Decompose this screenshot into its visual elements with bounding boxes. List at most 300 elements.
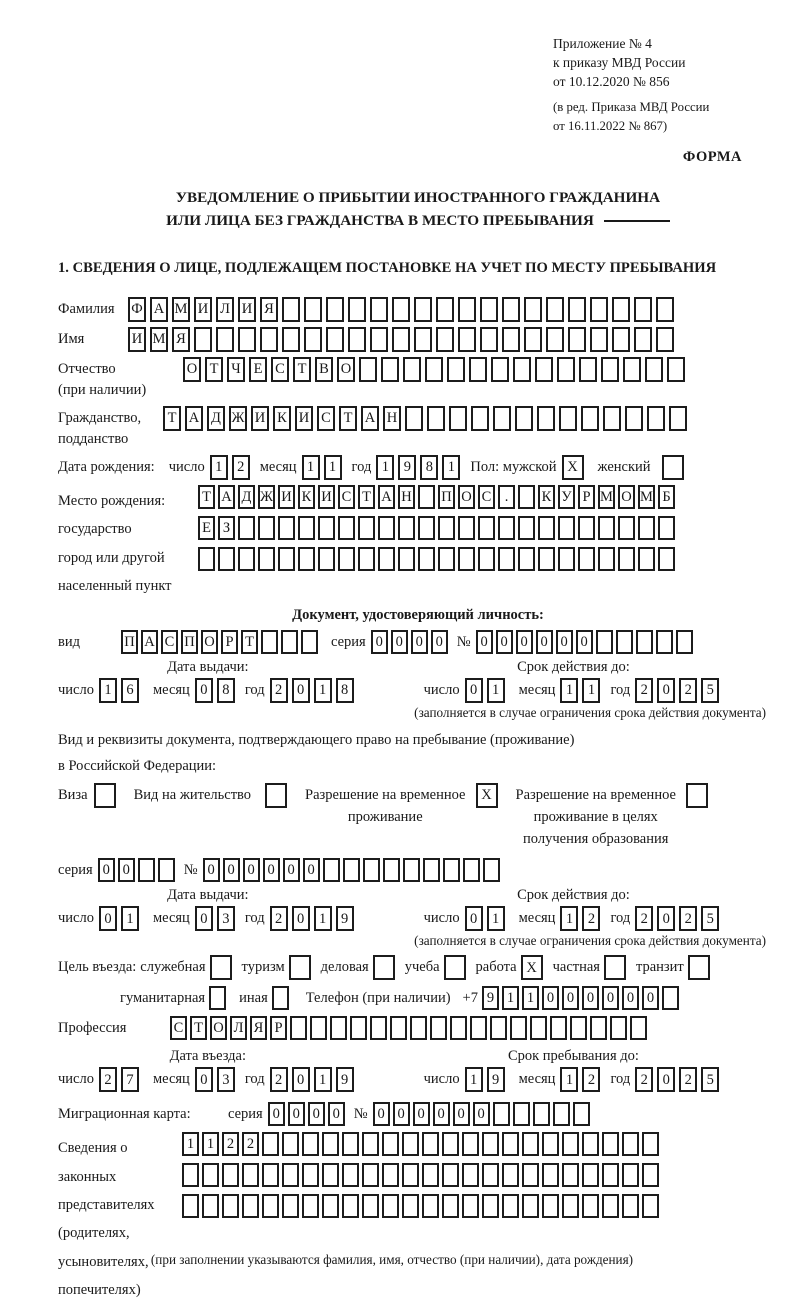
- purpose-humanitarian-checkbox[interactable]: [209, 986, 226, 1010]
- char-cell[interactable]: Л: [216, 297, 234, 322]
- char-cell[interactable]: [436, 297, 454, 322]
- char-cell[interactable]: [557, 357, 575, 382]
- char-cell[interactable]: [282, 1194, 299, 1218]
- char-cell[interactable]: Ж: [229, 406, 247, 431]
- char-cell[interactable]: И: [318, 485, 335, 509]
- char-cell[interactable]: 0: [413, 1102, 430, 1126]
- char-cell[interactable]: Ч: [227, 357, 245, 382]
- char-cell[interactable]: [490, 1016, 507, 1040]
- char-cell[interactable]: О: [618, 485, 635, 509]
- char-cell[interactable]: Я: [250, 1016, 267, 1040]
- char-cell[interactable]: [483, 858, 500, 882]
- char-cell[interactable]: 0: [576, 630, 593, 654]
- char-cell[interactable]: Т: [339, 406, 357, 431]
- char-cell[interactable]: [298, 516, 315, 540]
- char-cell[interactable]: [381, 357, 399, 382]
- char-cell[interactable]: Т: [293, 357, 311, 382]
- char-cell[interactable]: [182, 1194, 199, 1218]
- char-cell[interactable]: 6: [121, 678, 139, 703]
- char-cell[interactable]: [326, 327, 344, 352]
- purpose-other-checkbox[interactable]: [272, 986, 289, 1010]
- char-cell[interactable]: [338, 547, 355, 571]
- char-cell[interactable]: 0: [465, 678, 483, 703]
- char-cell[interactable]: [222, 1163, 239, 1187]
- char-cell[interactable]: 0: [453, 1102, 470, 1126]
- char-cell[interactable]: [602, 1132, 619, 1156]
- char-cell[interactable]: [601, 357, 619, 382]
- char-cell[interactable]: 2: [679, 1067, 697, 1092]
- char-cell[interactable]: Т: [358, 485, 375, 509]
- char-cell[interactable]: А: [185, 406, 203, 431]
- char-cell[interactable]: [282, 1163, 299, 1187]
- char-cell[interactable]: [618, 516, 635, 540]
- char-cell[interactable]: [573, 1102, 590, 1126]
- char-cell[interactable]: 0: [476, 630, 493, 654]
- char-cell[interactable]: 0: [283, 858, 300, 882]
- char-cell[interactable]: О: [458, 485, 475, 509]
- char-cell[interactable]: 5: [701, 906, 719, 931]
- char-cell[interactable]: 0: [516, 630, 533, 654]
- char-cell[interactable]: Е: [249, 357, 267, 382]
- char-cell[interactable]: К: [298, 485, 315, 509]
- char-cell[interactable]: 0: [99, 906, 117, 931]
- char-cell[interactable]: 0: [657, 678, 675, 703]
- char-cell[interactable]: [625, 406, 643, 431]
- char-cell[interactable]: [630, 1016, 647, 1040]
- char-cell[interactable]: [216, 327, 234, 352]
- char-cell[interactable]: 0: [195, 1067, 213, 1092]
- char-cell[interactable]: [382, 1163, 399, 1187]
- char-cell[interactable]: [546, 297, 564, 322]
- char-cell[interactable]: [610, 1016, 627, 1040]
- char-cell[interactable]: 0: [642, 986, 659, 1010]
- char-cell[interactable]: 1: [560, 1067, 578, 1092]
- char-cell[interactable]: И: [278, 485, 295, 509]
- char-cell[interactable]: [533, 1102, 550, 1126]
- char-cell[interactable]: 1: [324, 455, 342, 480]
- char-cell[interactable]: [562, 1132, 579, 1156]
- char-cell[interactable]: Б: [658, 485, 675, 509]
- visa-checkbox[interactable]: [94, 783, 116, 808]
- char-cell[interactable]: [342, 1132, 359, 1156]
- char-cell[interactable]: [392, 297, 410, 322]
- char-cell[interactable]: С: [161, 630, 178, 654]
- char-cell[interactable]: [458, 327, 476, 352]
- char-cell[interactable]: [348, 297, 366, 322]
- char-cell[interactable]: [330, 1016, 347, 1040]
- char-cell[interactable]: [194, 327, 212, 352]
- char-cell[interactable]: [616, 630, 633, 654]
- purpose-official-checkbox[interactable]: [210, 955, 232, 980]
- char-cell[interactable]: 1: [121, 906, 139, 931]
- char-cell[interactable]: [480, 297, 498, 322]
- char-cell[interactable]: М: [172, 297, 190, 322]
- char-cell[interactable]: [418, 547, 435, 571]
- char-cell[interactable]: [438, 547, 455, 571]
- char-cell[interactable]: [418, 516, 435, 540]
- char-cell[interactable]: [518, 547, 535, 571]
- char-cell[interactable]: [378, 516, 395, 540]
- gender-female-checkbox[interactable]: [662, 455, 684, 480]
- char-cell[interactable]: [405, 406, 423, 431]
- char-cell[interactable]: [478, 547, 495, 571]
- char-cell[interactable]: [558, 516, 575, 540]
- char-cell[interactable]: 1: [376, 455, 394, 480]
- char-cell[interactable]: [542, 1132, 559, 1156]
- char-cell[interactable]: [422, 1163, 439, 1187]
- char-cell[interactable]: [370, 327, 388, 352]
- char-cell[interactable]: [202, 1163, 219, 1187]
- char-cell[interactable]: 9: [336, 906, 354, 931]
- char-cell[interactable]: [362, 1194, 379, 1218]
- char-cell[interactable]: [310, 1016, 327, 1040]
- char-cell[interactable]: [414, 297, 432, 322]
- char-cell[interactable]: 0: [393, 1102, 410, 1126]
- char-cell[interactable]: 0: [562, 986, 579, 1010]
- char-cell[interactable]: К: [538, 485, 555, 509]
- char-cell[interactable]: [158, 858, 175, 882]
- char-cell[interactable]: [278, 547, 295, 571]
- char-cell[interactable]: [363, 858, 380, 882]
- char-cell[interactable]: 0: [292, 1067, 310, 1092]
- char-cell[interactable]: И: [128, 327, 146, 352]
- char-cell[interactable]: [343, 858, 360, 882]
- char-cell[interactable]: [513, 357, 531, 382]
- char-cell[interactable]: [458, 516, 475, 540]
- char-cell[interactable]: 1: [302, 455, 320, 480]
- char-cell[interactable]: [562, 1194, 579, 1218]
- char-cell[interactable]: 2: [270, 1067, 288, 1092]
- char-cell[interactable]: 9: [336, 1067, 354, 1092]
- char-cell[interactable]: Ф: [128, 297, 146, 322]
- char-cell[interactable]: С: [317, 406, 335, 431]
- char-cell[interactable]: [322, 1194, 339, 1218]
- char-cell[interactable]: 2: [270, 906, 288, 931]
- char-cell[interactable]: А: [141, 630, 158, 654]
- char-cell[interactable]: [338, 516, 355, 540]
- char-cell[interactable]: 0: [582, 986, 599, 1010]
- char-cell[interactable]: [362, 1163, 379, 1187]
- char-cell[interactable]: [498, 547, 515, 571]
- char-cell[interactable]: [498, 516, 515, 540]
- char-cell[interactable]: [322, 1132, 339, 1156]
- char-cell[interactable]: [638, 547, 655, 571]
- char-cell[interactable]: Д: [207, 406, 225, 431]
- char-cell[interactable]: [502, 1132, 519, 1156]
- char-cell[interactable]: О: [337, 357, 355, 382]
- char-cell[interactable]: [425, 357, 443, 382]
- purpose-tourism-checkbox[interactable]: [289, 955, 311, 980]
- char-cell[interactable]: 0: [602, 986, 619, 1010]
- char-cell[interactable]: 3: [217, 906, 235, 931]
- char-cell[interactable]: [138, 858, 155, 882]
- char-cell[interactable]: 1: [582, 678, 600, 703]
- char-cell[interactable]: 0: [98, 858, 115, 882]
- char-cell[interactable]: [582, 1163, 599, 1187]
- char-cell[interactable]: [656, 297, 674, 322]
- char-cell[interactable]: [282, 1132, 299, 1156]
- char-cell[interactable]: 2: [242, 1132, 259, 1156]
- char-cell[interactable]: [447, 357, 465, 382]
- char-cell[interactable]: 9: [398, 455, 416, 480]
- char-cell[interactable]: 2: [679, 906, 697, 931]
- char-cell[interactable]: Д: [238, 485, 255, 509]
- char-cell[interactable]: О: [201, 630, 218, 654]
- char-cell[interactable]: [322, 1163, 339, 1187]
- char-cell[interactable]: [634, 327, 652, 352]
- char-cell[interactable]: [238, 516, 255, 540]
- char-cell[interactable]: [622, 1163, 639, 1187]
- char-cell[interactable]: [262, 1132, 279, 1156]
- char-cell[interactable]: [618, 547, 635, 571]
- char-cell[interactable]: [546, 327, 564, 352]
- char-cell[interactable]: [515, 406, 533, 431]
- char-cell[interactable]: 1: [560, 678, 578, 703]
- char-cell[interactable]: [359, 357, 377, 382]
- char-cell[interactable]: [470, 1016, 487, 1040]
- char-cell[interactable]: [578, 516, 595, 540]
- char-cell[interactable]: [568, 327, 586, 352]
- char-cell[interactable]: [647, 406, 665, 431]
- char-cell[interactable]: [478, 516, 495, 540]
- char-cell[interactable]: [302, 1194, 319, 1218]
- char-cell[interactable]: [542, 1163, 559, 1187]
- char-cell[interactable]: Т: [198, 485, 215, 509]
- char-cell[interactable]: Р: [221, 630, 238, 654]
- char-cell[interactable]: А: [218, 485, 235, 509]
- char-cell[interactable]: 0: [433, 1102, 450, 1126]
- char-cell[interactable]: М: [150, 327, 168, 352]
- char-cell[interactable]: 0: [371, 630, 388, 654]
- char-cell[interactable]: [258, 516, 275, 540]
- char-cell[interactable]: 2: [635, 678, 653, 703]
- char-cell[interactable]: Н: [398, 485, 415, 509]
- char-cell[interactable]: [658, 547, 675, 571]
- char-cell[interactable]: [590, 297, 608, 322]
- char-cell[interactable]: 2: [582, 1067, 600, 1092]
- char-cell[interactable]: [502, 1163, 519, 1187]
- char-cell[interactable]: [358, 547, 375, 571]
- char-cell[interactable]: 0: [465, 906, 483, 931]
- char-cell[interactable]: [581, 406, 599, 431]
- char-cell[interactable]: [278, 516, 295, 540]
- purpose-work-checkbox[interactable]: X: [521, 955, 543, 980]
- char-cell[interactable]: 0: [542, 986, 559, 1010]
- char-cell[interactable]: [302, 1132, 319, 1156]
- char-cell[interactable]: Н: [383, 406, 401, 431]
- char-cell[interactable]: 3: [217, 1067, 235, 1092]
- char-cell[interactable]: [238, 327, 256, 352]
- char-cell[interactable]: И: [295, 406, 313, 431]
- char-cell[interactable]: И: [238, 297, 256, 322]
- char-cell[interactable]: .: [498, 485, 515, 509]
- char-cell[interactable]: [622, 1132, 639, 1156]
- char-cell[interactable]: 2: [232, 455, 250, 480]
- purpose-study-checkbox[interactable]: [444, 955, 466, 980]
- char-cell[interactable]: П: [181, 630, 198, 654]
- char-cell[interactable]: Я: [172, 327, 190, 352]
- char-cell[interactable]: 2: [582, 906, 600, 931]
- char-cell[interactable]: [442, 1163, 459, 1187]
- char-cell[interactable]: 1: [487, 678, 505, 703]
- char-cell[interactable]: [658, 516, 675, 540]
- char-cell[interactable]: [502, 297, 520, 322]
- char-cell[interactable]: 1: [502, 986, 519, 1010]
- char-cell[interactable]: [383, 858, 400, 882]
- char-cell[interactable]: О: [183, 357, 201, 382]
- char-cell[interactable]: [562, 1163, 579, 1187]
- char-cell[interactable]: 9: [482, 986, 499, 1010]
- char-cell[interactable]: [358, 516, 375, 540]
- char-cell[interactable]: [290, 1016, 307, 1040]
- char-cell[interactable]: [281, 630, 298, 654]
- char-cell[interactable]: [422, 1132, 439, 1156]
- char-cell[interactable]: [582, 1194, 599, 1218]
- char-cell[interactable]: [598, 516, 615, 540]
- char-cell[interactable]: 1: [210, 455, 228, 480]
- char-cell[interactable]: [438, 516, 455, 540]
- char-cell[interactable]: 0: [328, 1102, 345, 1126]
- char-cell[interactable]: [302, 1163, 319, 1187]
- char-cell[interactable]: 0: [373, 1102, 390, 1126]
- char-cell[interactable]: Т: [190, 1016, 207, 1040]
- char-cell[interactable]: [598, 547, 615, 571]
- char-cell[interactable]: Я: [260, 297, 278, 322]
- char-cell[interactable]: [578, 547, 595, 571]
- char-cell[interactable]: [482, 1163, 499, 1187]
- char-cell[interactable]: [443, 858, 460, 882]
- char-cell[interactable]: О: [210, 1016, 227, 1040]
- char-cell[interactable]: 2: [99, 1067, 117, 1092]
- char-cell[interactable]: [390, 1016, 407, 1040]
- char-cell[interactable]: [656, 630, 673, 654]
- char-cell[interactable]: [442, 1132, 459, 1156]
- char-cell[interactable]: [636, 630, 653, 654]
- char-cell[interactable]: [642, 1132, 659, 1156]
- char-cell[interactable]: Т: [205, 357, 223, 382]
- char-cell[interactable]: 0: [292, 678, 310, 703]
- char-cell[interactable]: 5: [701, 678, 719, 703]
- char-cell[interactable]: 0: [203, 858, 220, 882]
- char-cell[interactable]: [634, 297, 652, 322]
- char-cell[interactable]: 0: [431, 630, 448, 654]
- char-cell[interactable]: [323, 858, 340, 882]
- char-cell[interactable]: [370, 297, 388, 322]
- char-cell[interactable]: [202, 1194, 219, 1218]
- char-cell[interactable]: 0: [411, 630, 428, 654]
- char-cell[interactable]: [522, 1163, 539, 1187]
- char-cell[interactable]: [463, 858, 480, 882]
- char-cell[interactable]: [602, 1163, 619, 1187]
- char-cell[interactable]: 0: [303, 858, 320, 882]
- char-cell[interactable]: [402, 1163, 419, 1187]
- char-cell[interactable]: [596, 630, 613, 654]
- char-cell[interactable]: [669, 406, 687, 431]
- char-cell[interactable]: [398, 516, 415, 540]
- char-cell[interactable]: Р: [270, 1016, 287, 1040]
- char-cell[interactable]: В: [315, 357, 333, 382]
- char-cell[interactable]: [502, 1194, 519, 1218]
- char-cell[interactable]: З: [218, 516, 235, 540]
- char-cell[interactable]: [458, 297, 476, 322]
- char-cell[interactable]: К: [273, 406, 291, 431]
- char-cell[interactable]: 2: [222, 1132, 239, 1156]
- char-cell[interactable]: [398, 547, 415, 571]
- char-cell[interactable]: [436, 327, 454, 352]
- char-cell[interactable]: [370, 1016, 387, 1040]
- char-cell[interactable]: 2: [270, 678, 288, 703]
- char-cell[interactable]: 8: [336, 678, 354, 703]
- char-cell[interactable]: 0: [195, 906, 213, 931]
- char-cell[interactable]: [462, 1194, 479, 1218]
- char-cell[interactable]: [493, 406, 511, 431]
- char-cell[interactable]: 0: [657, 1067, 675, 1092]
- char-cell[interactable]: 8: [217, 678, 235, 703]
- char-cell[interactable]: [382, 1194, 399, 1218]
- char-cell[interactable]: [491, 357, 509, 382]
- char-cell[interactable]: [318, 516, 335, 540]
- char-cell[interactable]: [462, 1132, 479, 1156]
- temp-permit-checkbox[interactable]: X: [476, 783, 498, 808]
- char-cell[interactable]: И: [194, 297, 212, 322]
- char-cell[interactable]: [662, 986, 679, 1010]
- char-cell[interactable]: [392, 327, 410, 352]
- char-cell[interactable]: А: [361, 406, 379, 431]
- char-cell[interactable]: [550, 1016, 567, 1040]
- char-cell[interactable]: [238, 547, 255, 571]
- char-cell[interactable]: [524, 327, 542, 352]
- char-cell[interactable]: [222, 1194, 239, 1218]
- purpose-transit-checkbox[interactable]: [688, 955, 710, 980]
- char-cell[interactable]: 1: [487, 906, 505, 931]
- char-cell[interactable]: [522, 1194, 539, 1218]
- char-cell[interactable]: [518, 516, 535, 540]
- char-cell[interactable]: [471, 406, 489, 431]
- char-cell[interactable]: [553, 1102, 570, 1126]
- char-cell[interactable]: 1: [202, 1132, 219, 1156]
- edu-permit-checkbox[interactable]: [686, 783, 708, 808]
- char-cell[interactable]: [558, 547, 575, 571]
- char-cell[interactable]: [513, 1102, 530, 1126]
- char-cell[interactable]: П: [121, 630, 138, 654]
- char-cell[interactable]: [458, 547, 475, 571]
- char-cell[interactable]: [602, 1194, 619, 1218]
- char-cell[interactable]: С: [170, 1016, 187, 1040]
- char-cell[interactable]: [612, 327, 630, 352]
- char-cell[interactable]: [442, 1194, 459, 1218]
- char-cell[interactable]: 2: [679, 678, 697, 703]
- char-cell[interactable]: [350, 1016, 367, 1040]
- char-cell[interactable]: [414, 327, 432, 352]
- char-cell[interactable]: 7: [121, 1067, 139, 1092]
- char-cell[interactable]: 1: [314, 678, 332, 703]
- char-cell[interactable]: 2: [635, 1067, 653, 1092]
- char-cell[interactable]: [342, 1194, 359, 1218]
- char-cell[interactable]: [423, 858, 440, 882]
- char-cell[interactable]: [304, 297, 322, 322]
- char-cell[interactable]: [538, 547, 555, 571]
- char-cell[interactable]: [402, 1132, 419, 1156]
- char-cell[interactable]: [603, 406, 621, 431]
- char-cell[interactable]: 1: [522, 986, 539, 1010]
- char-cell[interactable]: [326, 297, 344, 322]
- char-cell[interactable]: [462, 1163, 479, 1187]
- char-cell[interactable]: Л: [230, 1016, 247, 1040]
- char-cell[interactable]: [298, 547, 315, 571]
- char-cell[interactable]: [524, 297, 542, 322]
- char-cell[interactable]: М: [638, 485, 655, 509]
- char-cell[interactable]: 0: [657, 906, 675, 931]
